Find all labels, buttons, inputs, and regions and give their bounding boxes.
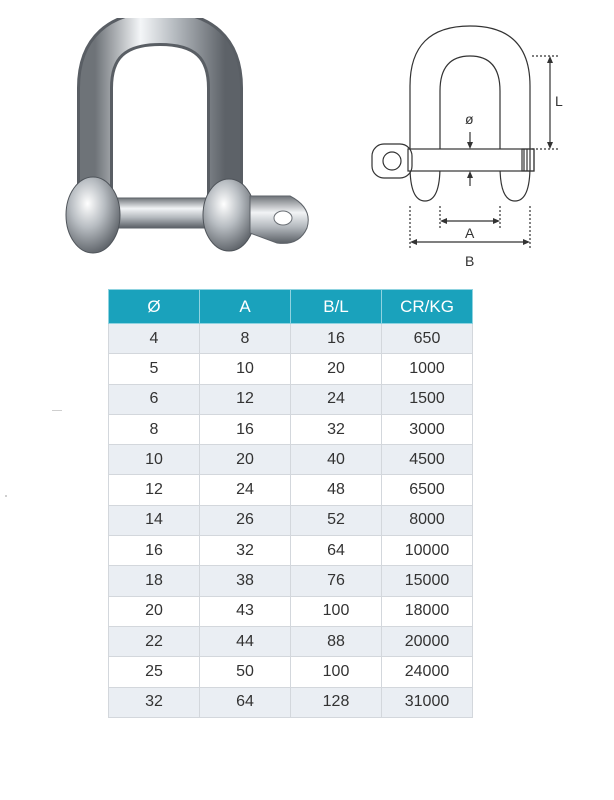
cell-cr-kg: 1500: [382, 384, 473, 414]
cell-b-l: 100: [291, 657, 382, 687]
table-row: [109, 324, 473, 354]
cell-b-l: 48: [291, 475, 382, 505]
cell-a: 10: [200, 354, 291, 384]
cell-diameter: 16: [109, 536, 200, 566]
cell-b-l: 32: [291, 414, 382, 444]
cell-a: 26: [200, 505, 291, 535]
cell-diameter: 25: [109, 657, 200, 687]
cell-cr-kg: 24000: [382, 657, 473, 687]
cell-b-l: 40: [291, 445, 382, 475]
cell-b-l: 52: [291, 505, 382, 535]
table-row: [109, 414, 473, 444]
table-row: [109, 596, 473, 626]
cell-b-l: 128: [291, 687, 382, 717]
table-row: [109, 475, 473, 505]
cell-a: 50: [200, 657, 291, 687]
cell-a: 43: [200, 596, 291, 626]
cell-diameter: 18: [109, 566, 200, 596]
table-row: [109, 657, 473, 687]
cell-cr-kg: 8000: [382, 505, 473, 535]
cell-b-l: 20: [291, 354, 382, 384]
cell-b-l: 100: [291, 596, 382, 626]
cell-diameter: 32: [109, 687, 200, 717]
table-row: [109, 505, 473, 535]
cell-cr-kg: 10000: [382, 536, 473, 566]
cell-diameter: 20: [109, 596, 200, 626]
header-cr-kg: CR/KG: [382, 290, 473, 324]
cell-cr-kg: 31000: [382, 687, 473, 717]
shackle-photo: [55, 18, 320, 263]
cell-a: 16: [200, 414, 291, 444]
cell-a: 8: [200, 324, 291, 354]
table-row: [109, 626, 473, 656]
header-b-l: B/L: [291, 290, 382, 324]
cell-b-l: 76: [291, 566, 382, 596]
cell-b-l: 64: [291, 536, 382, 566]
scan-speck: [52, 410, 62, 411]
table-row: [109, 566, 473, 596]
cell-diameter: 22: [109, 626, 200, 656]
cell-diameter: 6: [109, 384, 200, 414]
header-a: A: [200, 290, 291, 324]
cell-a: 32: [200, 536, 291, 566]
cell-cr-kg: 4500: [382, 445, 473, 475]
cell-cr-kg: 6500: [382, 475, 473, 505]
cell-diameter: 5: [109, 354, 200, 384]
cell-diameter: 12: [109, 475, 200, 505]
diameter-label: ø: [465, 111, 474, 127]
cell-diameter: 4: [109, 324, 200, 354]
cell-a: 38: [200, 566, 291, 596]
specification-table: [108, 289, 473, 718]
cell-cr-kg: 15000: [382, 566, 473, 596]
cell-a: 64: [200, 687, 291, 717]
table-row: [109, 687, 473, 717]
cell-cr-kg: 3000: [382, 414, 473, 444]
scan-speck: [5, 495, 7, 497]
cell-a: 12: [200, 384, 291, 414]
cell-diameter: 10: [109, 445, 200, 475]
cell-cr-kg: 20000: [382, 626, 473, 656]
table-body: [109, 324, 473, 718]
cell-b-l: 16: [291, 324, 382, 354]
width-a-label: A: [465, 225, 475, 241]
cell-cr-kg: 650: [382, 324, 473, 354]
cell-b-l: 24: [291, 384, 382, 414]
cell-cr-kg: 1000: [382, 354, 473, 384]
table-row: [109, 445, 473, 475]
cell-b-l: 88: [291, 626, 382, 656]
cell-a: 20: [200, 445, 291, 475]
table-row: [109, 384, 473, 414]
cell-a: 44: [200, 626, 291, 656]
width-b-label: B: [465, 253, 475, 269]
shackle-dimension-drawing: [360, 16, 575, 276]
cell-cr-kg: 18000: [382, 596, 473, 626]
length-label: L: [555, 93, 563, 109]
cell-diameter: 14: [109, 505, 200, 535]
table-row: [109, 354, 473, 384]
header-diameter: Ø: [109, 290, 200, 324]
cell-a: 24: [200, 475, 291, 505]
cell-diameter: 8: [109, 414, 200, 444]
table-header-row: [109, 290, 473, 324]
table-row: [109, 536, 473, 566]
